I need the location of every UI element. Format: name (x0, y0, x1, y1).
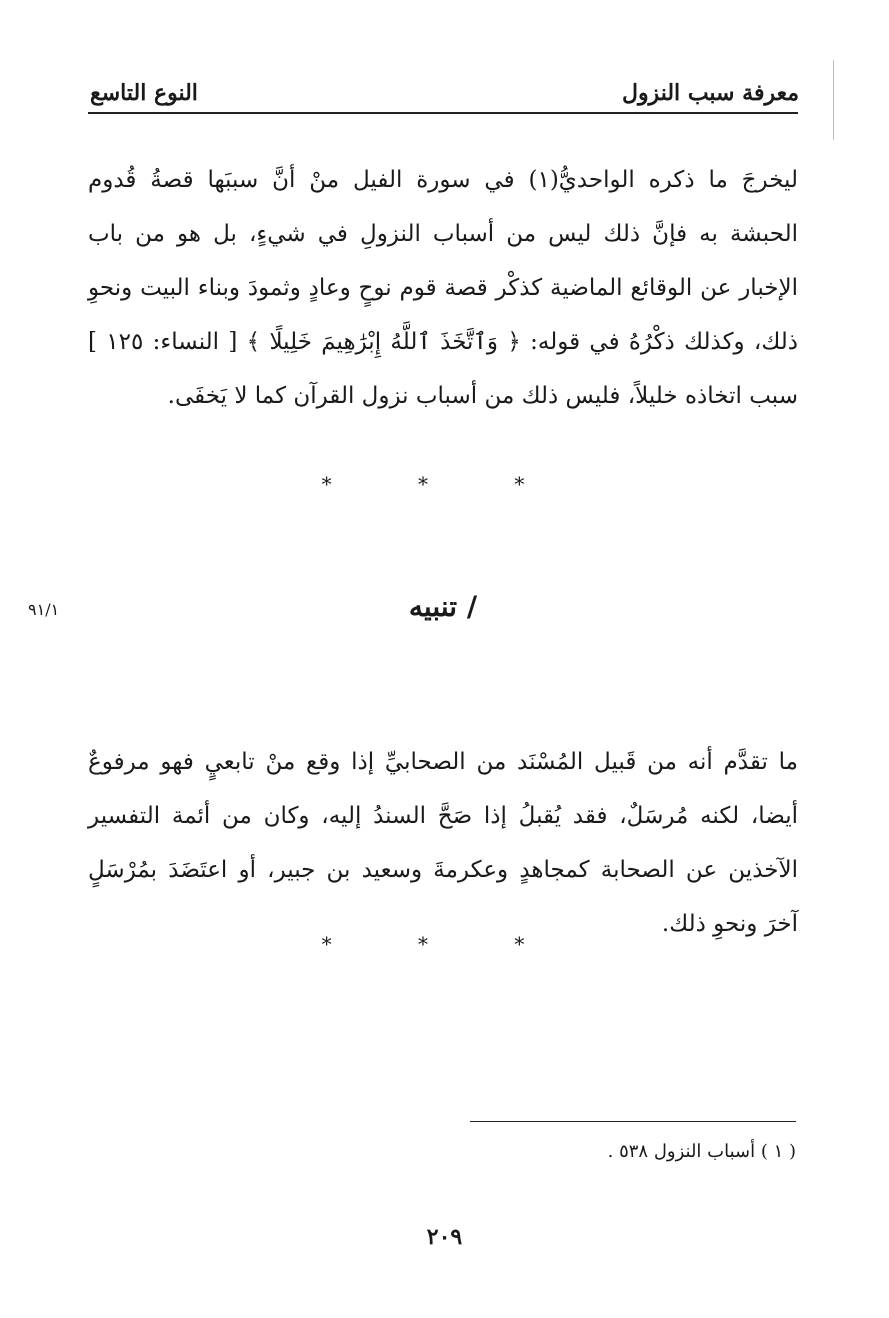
paragraph-2: ما تقدَّم أنه من قَبيل المُسْنَد من الصحابيِّ إذا وقع منْ تابعيٍ فهو مرفوعٌ أيضا، لكنه مُرسَلٌ، فقد يُقبلُ إذا صَحَّ السندُ إليه، وكان من أئمة التفسير الآخذين عن الصحابة كمجاهدٍ وعكرمةَ وسعيد بن جبير، أو اعتَضَدَ بمُرْسَلٍ آخرَ ونحوِ ذلك. (88, 749, 798, 937)
section-title: / تنبيه (408, 590, 478, 623)
footnote-rule (470, 1121, 796, 1122)
header-chapter: النوع التاسع (90, 80, 198, 106)
margin-reference: ٩١/١ (28, 600, 60, 619)
margin-line (833, 60, 834, 140)
section-divider-2: * * * (321, 932, 565, 956)
paragraph-1: ليخرجَ ما ذكره الواحديُّ(١) في سورة الفيل منْ أنَّ سببَها قصةُ قُدوم الحبشة به فإنَّ ذلك ليس من أسباب النزولِ في شيءٍ، بل هو من باب الإخبار عن الوقائع الماضية كذكْر قصة قوم نوحٍ وعادٍ وثمودَ وبناء البيت ونحوِ ذلك، وكذلك ذكْرُهُ في قوله: ﴿ وَٱتَّخَذَ ٱللَّهُ إِبْرَٰهِيمَ خَلِيلًا ﴾ [ النساء: ١٢٥ ] سبب اتخاذه خليلاً، فليس ذلك من أسباب نزول القرآن كما لا يَخفَى. (88, 167, 798, 409)
page-number: ٢٠٩ (426, 1224, 463, 1250)
section-divider: * * * (321, 472, 565, 496)
running-header (90, 62, 799, 106)
header-rule (88, 112, 798, 114)
footnote: ( ١ ) أسباب النزول ٥٣٨ . (607, 1141, 796, 1162)
header-topic: معرفة سبب النزول (621, 80, 799, 106)
